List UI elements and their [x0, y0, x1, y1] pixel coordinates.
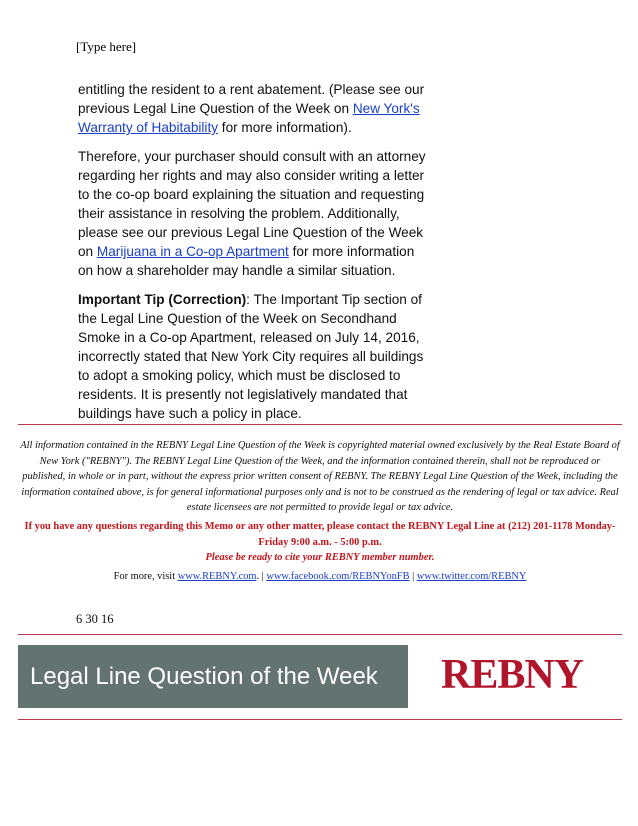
marijuana-coop-link[interactable]: Marijuana in a Co-op Apartment [96, 244, 289, 259]
contact-text: If you have any questions regarding this Memo or any other matter, please contact the REBNY Legal Line at (212) 201-1178 Monday-Friday 9:00 a.m. - 5:00 p.m. [24, 521, 616, 548]
paragraph-text: for more information on how a shareholder may handle a similar situation. [78, 244, 415, 278]
rebny-logo-box [408, 645, 622, 708]
divider-banner-top [18, 634, 622, 635]
banner-title: Legal Line Question of the Week [30, 663, 378, 690]
paragraph-important-tip [78, 290, 430, 423]
document-date: 6 30 16 [76, 612, 114, 626]
twitter-link[interactable]: www.twitter.com/REBNY [416, 571, 527, 582]
facebook-link[interactable]: www.facebook.com/REBNYonFB [266, 571, 410, 582]
rebny-website-link[interactable]: www.REBNY.com [177, 571, 257, 582]
paragraph-abatement [78, 80, 430, 137]
more-links [18, 571, 622, 582]
paragraph-text: for more information). [218, 120, 352, 135]
rebny-logo: REBNY [441, 652, 584, 698]
tip-text: : The Important Tip section of the Legal Line Question of the Week on Secondhand Smoke in a Co-op Apartment, released on July 14, 2016, incorrectly stated that New York City requires all buildings to adopt a smoking policy, which must be disclosed to residents. It is presently not legislatively mandated that buildings have such a policy in place. [78, 292, 424, 421]
disclaimer: All information contained in the REBNY Legal Line Question of the Week is copyrighted material owned exclusively by the Real Estate Board of New York ("REBNY"). The REBNY Legal Line Question of the Week, and the information contained therein, shall not be reproduced or published, in whole or in part, without the express prior written consent of REBNY. The REBNY Legal Line Question of the Week, including the information contained above, is for general informational purposes only and is not to be construed as the rendering of legal or tax advice. Real estate licensees are not permitted to provide legal or tax advice. [20, 440, 620, 513]
link-separator: | [409, 571, 417, 582]
paragraph-text: entitling the resident to a rent abatement. (Please see our previous Legal Line Question of the Week on [78, 82, 425, 116]
header-placeholder: [Type here] [76, 39, 137, 54]
contact-info [18, 519, 622, 566]
tip-label: Important Tip (Correction) [78, 292, 247, 307]
divider-top [18, 424, 622, 425]
document-body [78, 80, 430, 433]
legal-line-banner [18, 645, 622, 708]
more-prefix: For more, visit [113, 571, 178, 582]
divider-banner-bottom [18, 719, 622, 720]
paragraph-recommendation [78, 147, 430, 280]
link-separator: . | [256, 571, 267, 582]
member-number-note: Please be ready to cite your REBNY member number. [205, 552, 435, 563]
warranty-of-habitability-link[interactable]: New York's Warranty of Habitability [78, 101, 420, 135]
paragraph-text: Therefore, your purchaser should consult with an attorney regarding her rights and may also consider writing a letter to the co-op board explaining the situation and requesting their assistance in resolving the problem. Additionally, please see our previous Legal Line Question of the Week on [78, 149, 426, 259]
